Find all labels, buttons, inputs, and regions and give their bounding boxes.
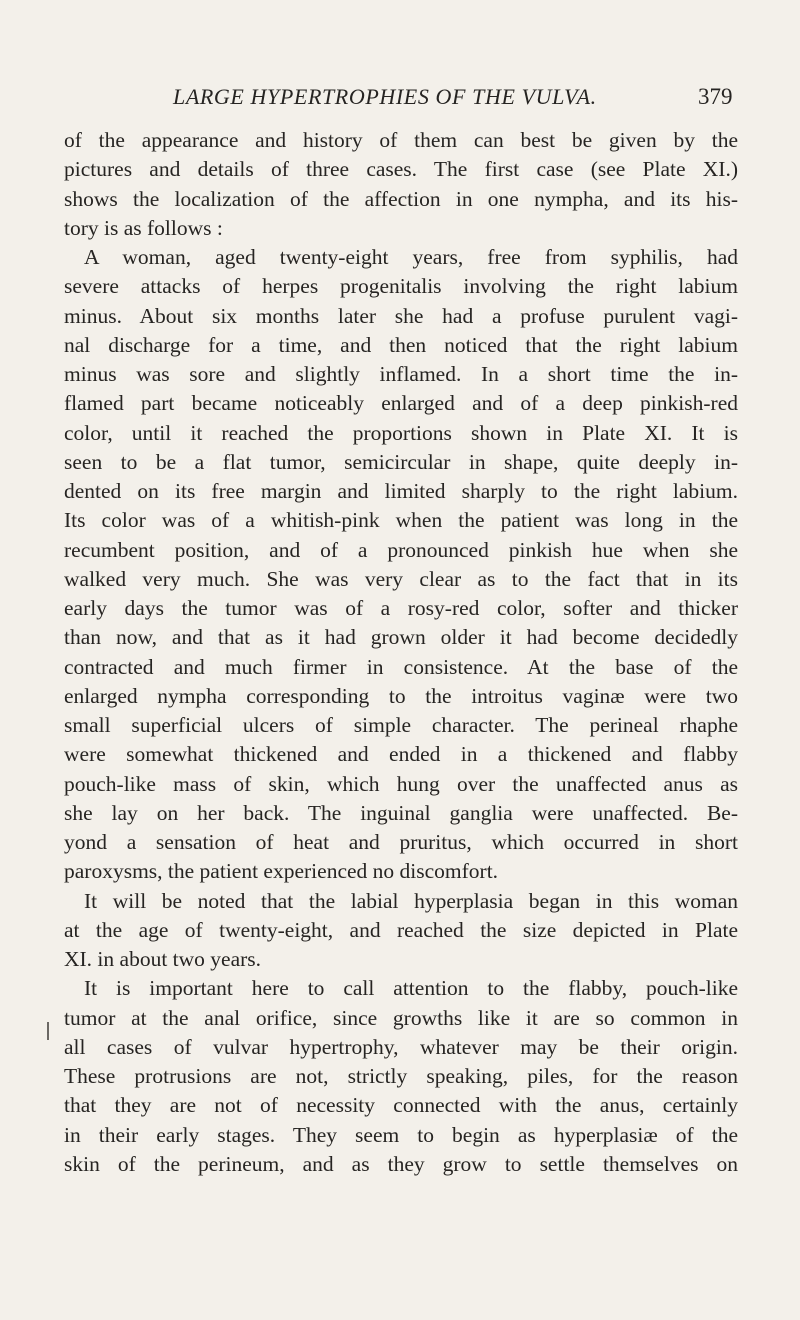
text-line: A woman, aged twenty-eight years, free from syphilis, had — [84, 245, 738, 269]
text-line: in their early stages. They seem to begin as hyperplasiæ of the — [64, 1122, 738, 1147]
margin-mark — [47, 1022, 49, 1040]
text-line: nal discharge for a time, and then noticed that the right labium — [64, 332, 738, 357]
text-line: were somewhat thickened and ended in a thickened and flabby — [64, 742, 738, 767]
text-line: at the age of twenty-eight, and reached the size depicted in Plate — [64, 917, 738, 942]
text-line: dented on its free margin and limited sharply to the right labium. — [64, 479, 738, 503]
text-line: minus. About six months later she had a profuse purulent vagi- — [64, 303, 738, 328]
text-line: enlarged nympha corresponding to the introitus vaginæ were two — [64, 683, 738, 708]
text-line: seen to be a flat tumor, semicircular in shape, quite deeply in- — [64, 449, 738, 474]
text-line: It is important here to call attention to the flabby, pouch-like — [84, 976, 738, 1001]
running-title: LARGE HYPERTROPHIES OF THE VULVA. — [173, 84, 597, 109]
text-line: of the appearance and history of them can best be given by the — [64, 128, 738, 152]
text-line: yond a sensation of heat and pruritus, which occurred in short — [64, 830, 738, 854]
text-line: shows the localization of the affection in one nympha, and its his- — [64, 186, 738, 211]
text-line: color, until it reached the proportions shown in Plate XI. It is — [64, 420, 738, 445]
text-line: tumor at the anal orifice, since growths like it are so common in — [64, 1005, 738, 1030]
text-line: These protrusions are not, strictly speaking, piles, for the reason — [64, 1064, 738, 1088]
text-line: paroxysms, the patient experienced no discomfort. — [64, 859, 499, 884]
body-text — [64, 126, 738, 1179]
text-line: she lay on her back. The inguinal ganglia were unaffected. Be- — [64, 800, 738, 825]
text-line: It will be noted that the labial hyperplasia began in this woman — [84, 888, 738, 913]
running-head — [0, 84, 800, 114]
text-line: minus was sore and slightly inflamed. In a short time the in- — [64, 362, 738, 386]
text-line: recumbent position, and of a pronounced pinkish hue when she — [64, 537, 738, 562]
text-line: pouch-like mass of skin, which hung over the unaffected anus as — [64, 771, 738, 796]
text-line: walked very much. She was very clear as to the fact that in its — [64, 566, 738, 591]
text-line: early days the tumor was of a rosy-red color, softer and thicker — [64, 596, 738, 620]
text-line: skin of the perineum, and as they grow to settle themselves on — [64, 1151, 738, 1176]
text-line: pictures and details of three cases. The first case (see Plate XI.) — [64, 157, 738, 182]
text-line: flamed part became noticeably enlarged and of a deep pinkish-red — [64, 391, 738, 416]
text-line: tory is as follows : — [64, 215, 223, 240]
text-line: severe attacks of herpes progenitalis involving the right labium — [64, 274, 738, 299]
page-number: 379 — [698, 84, 733, 109]
text-line: contracted and much firmer in consistence. At the base of the — [64, 654, 738, 679]
text-line: all cases of vulvar hypertrophy, whatever may be their origin. — [64, 1034, 738, 1059]
text-line: that they are not of necessity connected with the anus, certainly — [64, 1093, 738, 1118]
text-line: than now, and that as it had grown older it had become decidedly — [64, 625, 738, 650]
text-line: XI. in about two years. — [64, 947, 262, 971]
text-line: Its color was of a whitish-pink when the patient was long in the — [64, 508, 738, 533]
text-line: small superficial ulcers of simple character. The perineal rhaphe — [64, 713, 738, 737]
